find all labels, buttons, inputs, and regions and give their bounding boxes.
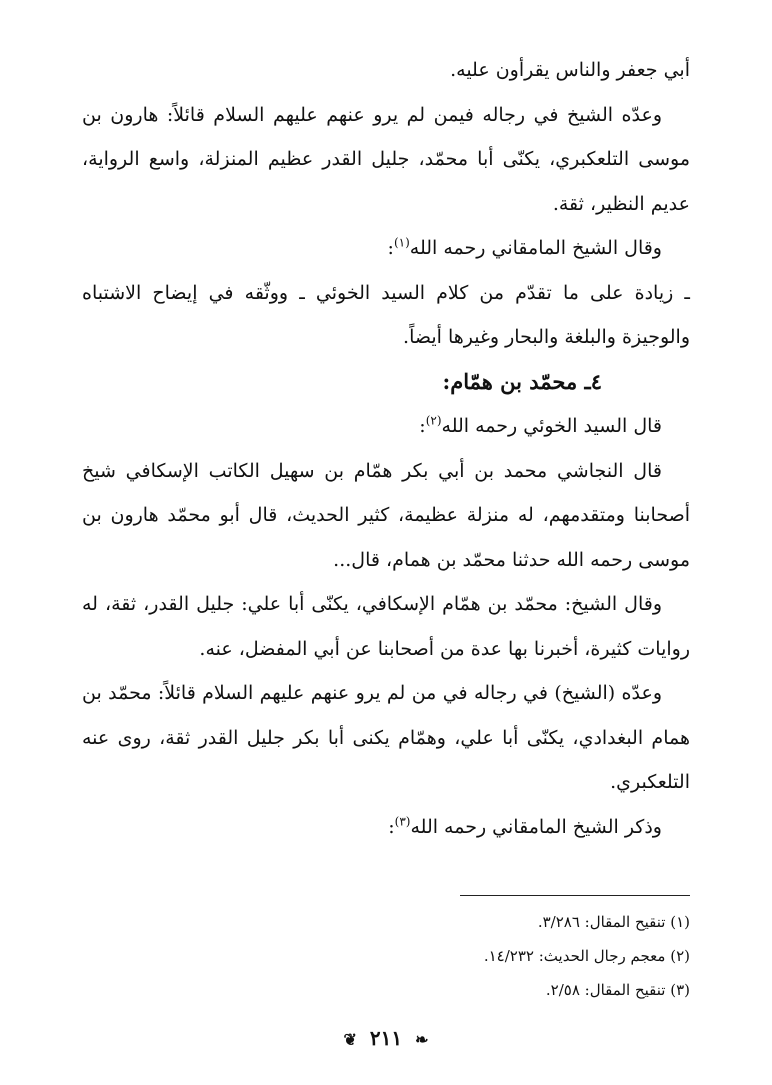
paragraph-text: وقال الشيخ: محمّد بن همّام الإسكافي، يكنّى أبا علي: جليل القدر، ثقة، له روايات كثيرة، أخبرنا بها عدة من أصحابنا عن أبي المفضل، عنه. [82, 593, 690, 660]
footnotes [82, 905, 690, 1007]
paragraph-text: قال السيد الخوئي رحمه الله [441, 415, 662, 437]
paragraph [82, 271, 690, 360]
paragraph [82, 671, 690, 805]
ornament-left-icon: ❦ [343, 1030, 357, 1049]
heading-text: ٤ـ محمّد بن همّام: [442, 368, 602, 394]
page-number-value: ٢١١ [369, 1026, 403, 1050]
paragraph [82, 805, 690, 850]
ornament-right-icon: ❧ [415, 1030, 429, 1049]
paragraph [82, 404, 690, 449]
paragraph [82, 449, 690, 583]
paragraph-text: وذكر الشيخ المامقاني رحمه الله [410, 815, 662, 838]
paragraph-text: وقال الشيخ المامقاني رحمه الله [409, 237, 662, 259]
paragraph [82, 582, 690, 671]
paragraph-text: قال النجاشي محمد بن أبي بكر همّام بن سهيل الكاتب الإسكافي شيخ أصحابنا ومتقدمهم، له منزلة عظيمة، كثير الحديث، قال أبو محمّد هارون بن موسى رحمه الله حدثنا محمّد بن همام، قال... [82, 459, 690, 571]
footnote-reference: (١) [393, 235, 410, 250]
footnote-reference: (٢) [425, 413, 442, 428]
section-heading [82, 360, 690, 405]
paragraph-tail: : [387, 237, 394, 259]
paragraph-text: أبي جعفر والناس يقرأون عليه. [450, 59, 690, 81]
paragraph-text: ـ زيادة على ما تقدّم من كلام السيد الخوئي ـ ووثّقه في إيضاح الاشتباه والوجيزة والبلغة والبحار وغيرها أيضاً. [82, 281, 690, 348]
paragraph [82, 226, 690, 271]
page-number [0, 1026, 772, 1050]
paragraph-text: وعدّه الشيخ في رجاله فيمن لم يرو عنهم عليهم السلام قائلاً: هارون بن موسى التلعكبري، يكنّى أبا محمّد، جليل القدر عظيم المنزلة، واسع الرواية، عديم النظير، ثقة. [82, 103, 690, 215]
paragraph-tail: : [388, 815, 395, 838]
paragraph-tail: : [419, 415, 426, 437]
footnote-separator [460, 895, 690, 896]
main-text [82, 48, 690, 849]
footnote: (١) تنقيح المقال: ٣/٢٨٦. [537, 913, 690, 931]
paragraph [82, 48, 690, 93]
footnote-reference: (٣) [394, 814, 411, 829]
paragraph [82, 93, 690, 227]
footnote: (٣) تنقيح المقال: ٢/٥٨. [545, 981, 690, 999]
footnote: (٢) معجم رجال الحديث: ١٤/٢٣٢. [483, 947, 690, 965]
paragraph-text: وعدّه (الشيخ) في رجاله في من لم يرو عنهم عليهم السلام قائلاً: محمّد بن همام البغدادي، يكنّى أبا علي، وهمّام يكنى أبا بكر جليل القدر ثقة، روى عنه التلعكبري. [82, 682, 690, 793]
